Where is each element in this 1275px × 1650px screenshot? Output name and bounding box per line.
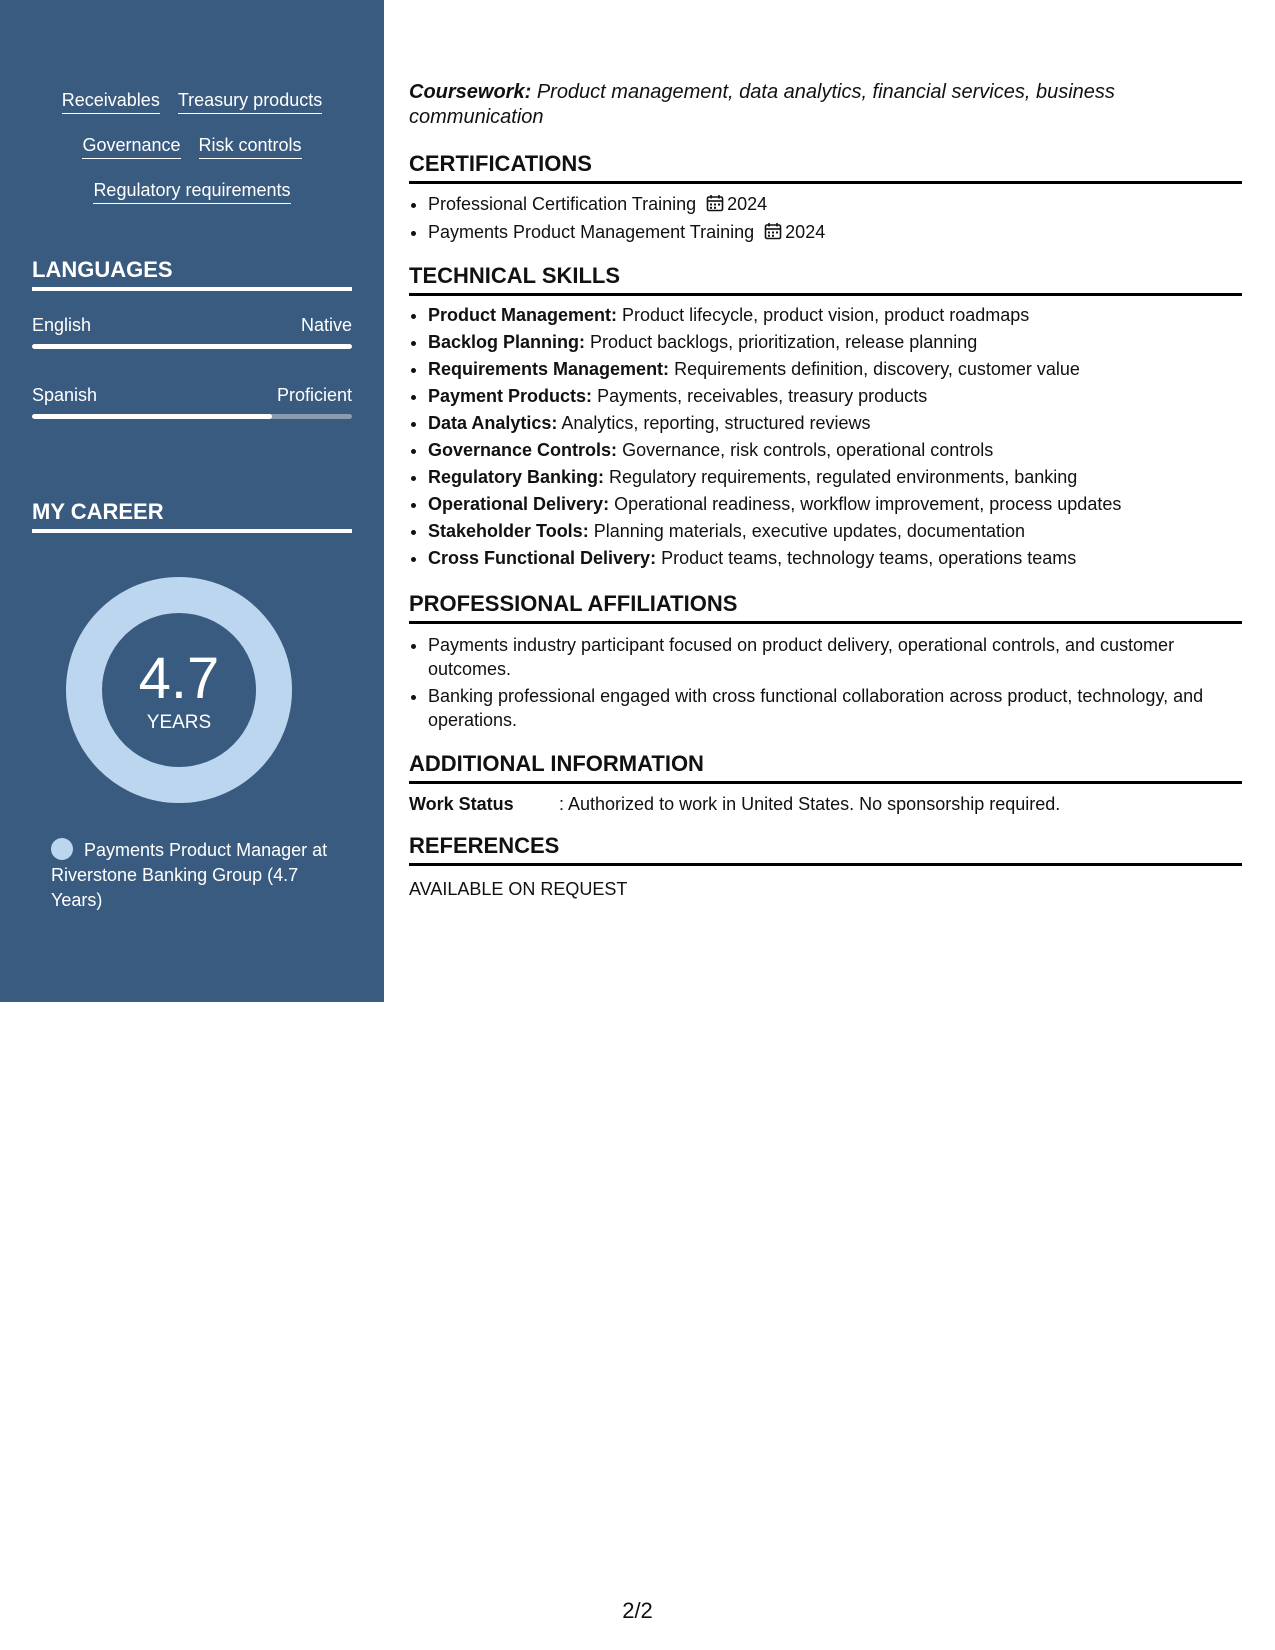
skill-item [428, 492, 1248, 516]
skill-item [428, 330, 1248, 354]
career-years-unit: YEARS [146, 712, 212, 733]
skill-label: Stakeholder Tools: [428, 521, 589, 541]
skill-text: Product lifecycle, product vision, product roadmaps [622, 305, 1030, 325]
calendar-icon [764, 222, 782, 240]
skill-label: Backlog Planning: [428, 332, 586, 352]
skill-label: Data Analytics: [428, 413, 558, 433]
skill-label: Regulatory Banking: [428, 467, 605, 487]
tag-governance: Governance [82, 133, 180, 159]
work-status-row [409, 792, 1060, 816]
certifications-list [409, 192, 1248, 248]
language-bar-english [32, 344, 352, 349]
skills-list [409, 303, 1248, 573]
skill-text: Product teams, technology teams, operations teams [661, 548, 1077, 568]
coursework-text: Product management, data analytics, financial services, business communication [409, 81, 1115, 128]
language-name: Spanish [32, 385, 98, 405]
career-heading: MY CAREER [32, 498, 352, 533]
language-bar-fill [32, 344, 352, 349]
tag-treasury-products: Treasury products [178, 88, 322, 114]
tag-row [0, 178, 384, 204]
skill-text: Operational readiness, workflow improvement, process updates [614, 494, 1122, 514]
certification-name: Payments Product Management Training [428, 222, 755, 242]
skill-item [428, 303, 1248, 327]
skill-text: Requirements definition, discovery, customer value [674, 359, 1080, 379]
skill-text: Product backlogs, prioritization, release planning [590, 332, 978, 352]
work-status-value: : Authorized to work in United States. No sponsorship required. [559, 794, 1061, 814]
languages-heading: LANGUAGES [32, 256, 352, 291]
certification-item [428, 220, 1248, 244]
career-item [51, 838, 341, 913]
coursework-label: Coursework: [409, 81, 532, 103]
certification-year: 2024 [785, 222, 826, 242]
skill-label: Operational Delivery: [428, 494, 610, 514]
language-bar-spanish [32, 414, 352, 419]
skill-item [428, 357, 1248, 381]
career-item-text: Payments Product Manager at Riverstone Banking Group (4.7 Years) [51, 840, 328, 910]
skill-item [428, 546, 1248, 570]
skill-item [428, 384, 1248, 408]
certification-name: Professional Certification Training [428, 194, 697, 214]
tag-row [0, 88, 384, 114]
references-text: AVAILABLE ON REQUEST [409, 879, 628, 899]
certification-item [428, 192, 1248, 216]
affiliation-item: • Banking professional engaged with cross functional collaboration across product, technology, and operations. [428, 684, 1248, 732]
skill-item [428, 438, 1248, 462]
skill-item [428, 519, 1248, 543]
language-bar-fill [32, 414, 272, 419]
page-number: 2/2 [622, 1598, 653, 1623]
skill-text: Governance, risk controls, operational controls [622, 440, 994, 460]
affiliation-item: • Payments industry participant focused on product delivery, operational controls, and customer outcomes. [428, 633, 1248, 681]
work-status-label: Work Status [409, 794, 514, 814]
career-dot-icon [51, 838, 73, 860]
language-row-english [32, 313, 352, 337]
language-name: English [32, 315, 92, 335]
skill-item [428, 411, 1248, 435]
certifications-heading: CERTIFICATIONS [409, 150, 1242, 184]
skill-item [428, 465, 1248, 489]
skill-text: Planning materials, executive updates, documentation [593, 521, 1025, 541]
professional-affiliations-heading: PROFESSIONAL AFFILIATIONS [409, 590, 1242, 624]
language-level: Native [300, 315, 352, 335]
certification-year: 2024 [727, 194, 768, 214]
technical-skills-heading: TECHNICAL SKILLS [409, 262, 1242, 296]
additional-information-heading: ADDITIONAL INFORMATION [409, 750, 1242, 784]
affiliations-list [409, 633, 1248, 735]
references-heading: REFERENCES [409, 832, 1242, 866]
skill-text: Payments, receivables, treasury products [597, 386, 928, 406]
skill-text: Regulatory requirements, regulated environments, banking [609, 467, 1078, 487]
skill-label: Requirements Management: [428, 359, 670, 379]
tag-risk-controls: Risk controls [199, 133, 302, 159]
tag-receivables: Receivables [62, 88, 160, 114]
tag-row [0, 133, 384, 159]
career-years-value: 4.7 [138, 646, 220, 711]
skill-label: Cross Functional Delivery: [428, 548, 657, 568]
calendar-icon [706, 194, 724, 212]
skill-label: Governance Controls: [428, 440, 618, 460]
language-level: Proficient [276, 385, 352, 405]
coursework [409, 80, 1209, 130]
skill-label: Payment Products: [428, 386, 593, 406]
sidebar [0, 0, 384, 1002]
language-row-spanish [32, 383, 352, 407]
tag-regulatory-requirements: Regulatory requirements [93, 178, 290, 204]
skill-text: Analytics, reporting, structured reviews [561, 413, 871, 433]
skill-label: Product Management: [428, 305, 618, 325]
